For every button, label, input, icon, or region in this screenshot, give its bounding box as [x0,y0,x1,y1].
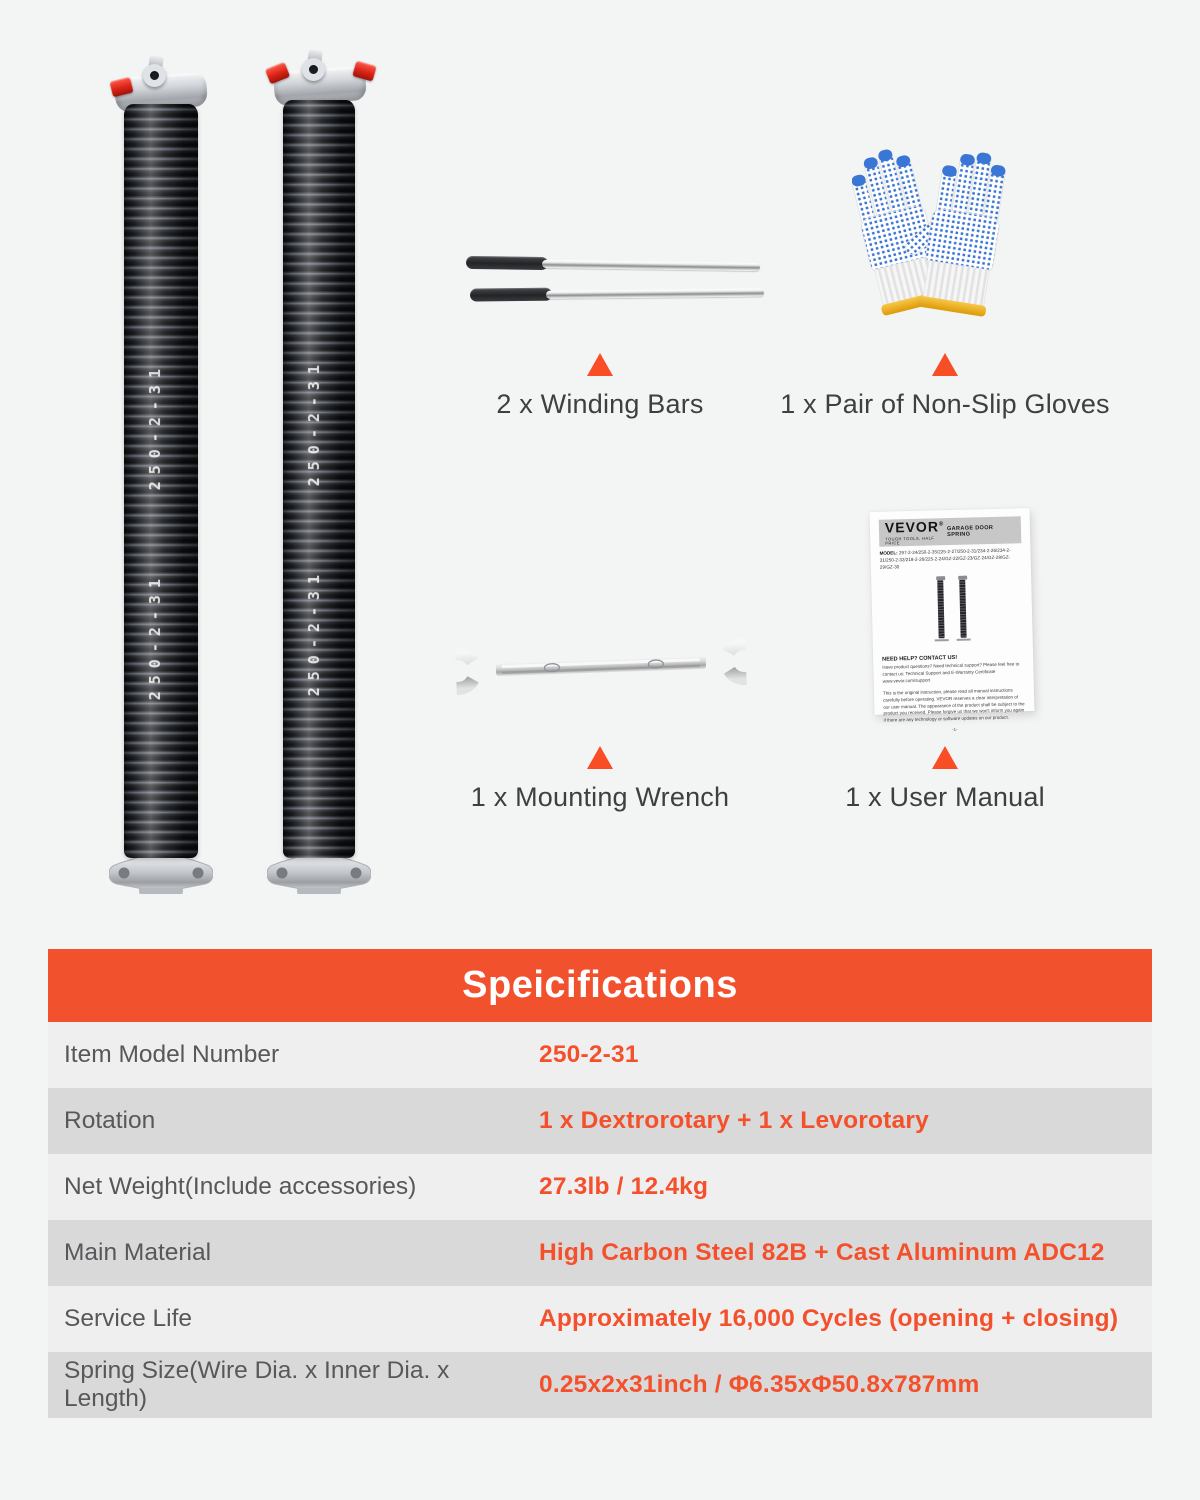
spec-value: 0.25x2x31inch / Φ6.35xΦ50.8x787mm [539,1371,980,1398]
winding-bar-handle [466,256,548,270]
spring-left-coil [124,104,198,858]
spec-label: Service Life [64,1305,193,1332]
spec-row-model [48,1022,1152,1088]
vevor-logo: VEVOR® [884,518,945,536]
manual-spring-drawing [959,579,966,637]
spec-row-rotation [48,1088,1152,1154]
spring-right-winding-cone [272,56,368,106]
manual-doc-title: GARAGE DOOR SPRING [946,524,994,538]
winding-bar-shaft [546,288,764,298]
winding-bar-handle [470,288,552,302]
spec-label: Item Model Number [64,1041,280,1068]
spec-row-spring-size [48,1352,1152,1418]
gloves-image [852,128,1052,345]
callout-triangle-winding-bars [587,353,613,376]
manual-page-number: -1- [952,727,958,733]
spec-value: 1 x Dextrorotary + 1 x Levorotary [539,1107,929,1134]
manual-spring-drawing [937,580,944,638]
winding-bar [466,256,766,274]
spring-marking: 250-2-31 [305,568,323,697]
spec-row-net-weight [48,1154,1152,1220]
manual-help-text: Have product questions? Need technical support? Please feel free to contact us: Technical Support and E-Warranty Certificate www.vevor.com/support [882,661,1020,684]
spring-marking: 250-2-31 [305,358,323,487]
spec-label: Main Material [64,1239,212,1266]
spec-table [48,949,1152,1418]
manual-model-line: MODEL: 297-2-24/250-2-35/225-2-27/250-2-31/234-2-26/234-2-31/250-2-32/218-2-26/225-2-24/GZ-22/GZ-23/GZ-24/GZ-28/GZ-29/GZ-30 [879,547,1011,570]
spec-value: Approximately 16,000 Cycles (opening + closing) [539,1305,1119,1332]
manual-spring-figure [880,578,1024,647]
label-winding-bars: 2 x Winding Bars [496,389,704,419]
spec-value: 250-2-31 [539,1041,639,1068]
spec-row-service-life [48,1286,1152,1352]
label-gloves: 1 x Pair of Non-Slip Gloves [780,389,1110,419]
spec-value: High Carbon Steel 82B + Cast Aluminum ADC12 [539,1239,1105,1266]
spec-row-material [48,1220,1152,1286]
wrench-image [455,629,747,708]
callout-triangle-wrench [587,746,613,769]
winding-bar [470,285,770,302]
callout-triangle-manual [932,746,958,769]
user-manual-image [870,508,1035,733]
manual-body-text: This is the original instruction, please read all manual instructions carefully before operating. VEVOR reserves a clear interpretation of our user manual. The appearance of the product shall be subject to the product you received. Please forgive us that we won't inform you again if there are any technology or software updates on our product. [882,687,1025,724]
spec-value: 27.3lb / 12.4kg [539,1173,709,1200]
label-manual: 1 x User Manual [845,782,1045,812]
manual-tagline: TOUGH TOOLS, HALF PRICE [885,535,935,546]
winding-bar-shaft [542,260,760,271]
spec-label: Spring Size(Wire Dia. x Inner Dia. x Length) [64,1357,450,1412]
spec-table-title: Speicifications [48,949,1152,1022]
callout-triangle-gloves [932,353,958,376]
manual-help-heading: NEED HELP? CONTACT US! [882,654,958,663]
cone-bore [302,58,325,81]
spec-label: Rotation [64,1107,156,1134]
spec-label: Net Weight(Include accessories) [64,1173,417,1200]
manual-header [879,516,1022,546]
spring-marking: 250-2-31 [146,362,164,491]
spring-marking: 250-2-31 [146,572,164,701]
spring-right-coil [283,100,355,858]
cone-bore [143,64,166,87]
label-wrench: 1 x Mounting Wrench [470,782,730,812]
